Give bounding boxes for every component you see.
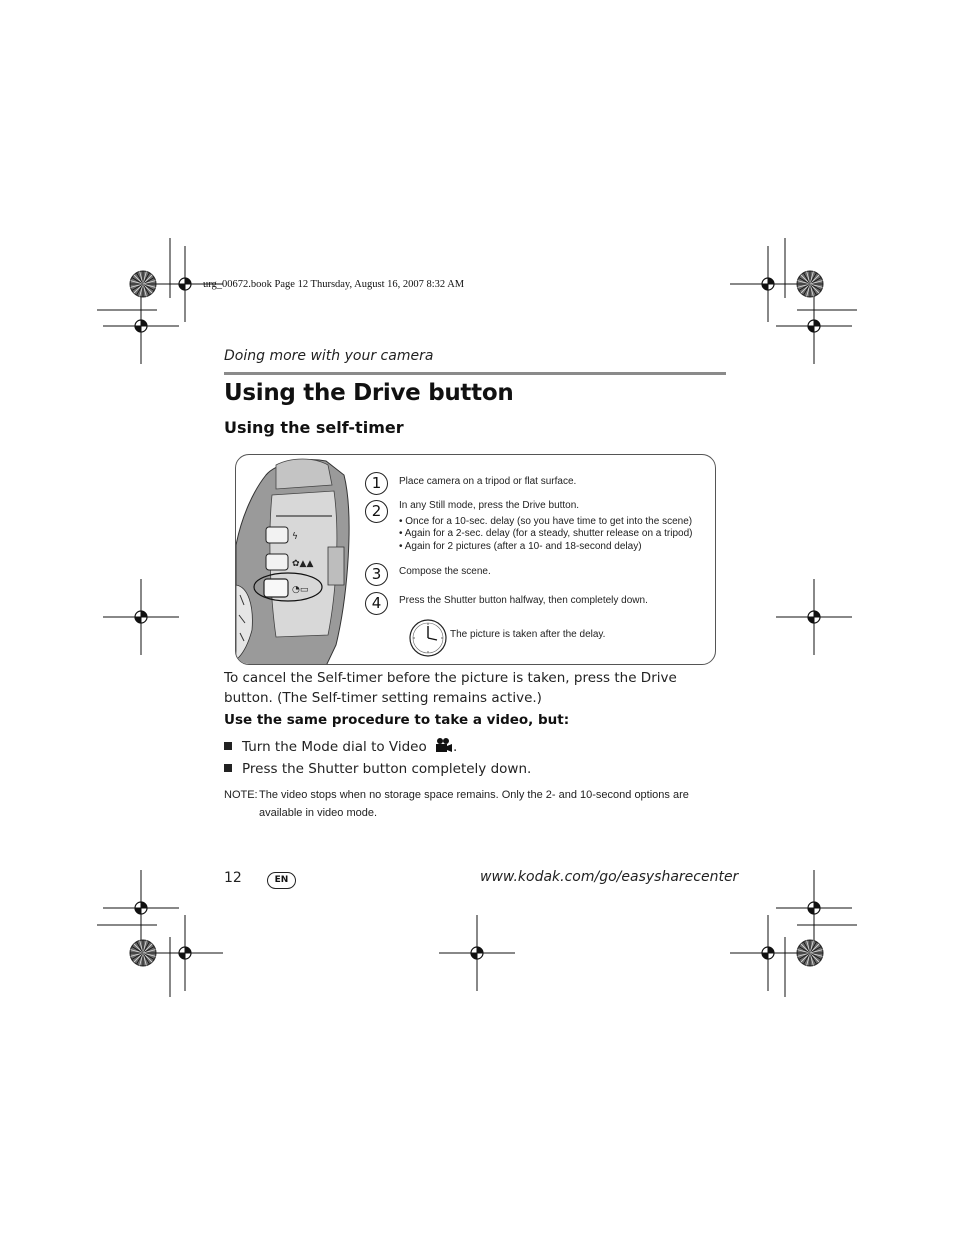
svg-text:◔▭: ◔▭	[292, 585, 309, 595]
page-title: Using the Drive button	[224, 380, 514, 406]
clock-icon	[408, 618, 448, 658]
cancel-paragraph: To cancel the Self-timer before the picture is taken, press the Drive button. (The Self-timer setting remains active.)	[224, 670, 677, 706]
color-starburst-icon	[797, 271, 823, 297]
note-label: NOTE:	[224, 789, 258, 801]
registration-target-icon	[147, 915, 223, 991]
list-item-text: Press the Shutter button completely down.	[242, 761, 532, 777]
registration-target-icon	[776, 870, 852, 946]
registration-target-icon	[103, 579, 179, 655]
color-starburst-icon	[130, 940, 156, 966]
video-camera-icon	[435, 737, 453, 753]
color-starburst-icon	[130, 271, 156, 297]
step-2-bullet-1: • Once for a 10-sec. delay (so you have time to get into the scene)	[399, 516, 693, 527]
print-header: urg_00672.book Page 12 Thursday, August 16, 2007 8:32 AM	[203, 279, 465, 290]
svg-text:ϟ: ϟ	[292, 532, 298, 542]
list-item-text: Turn the Mode dial to Video	[242, 739, 427, 755]
note	[224, 786, 724, 822]
step-2-bullet-3: • Again for 2 pictures (after a 10- and 18-second delay)	[399, 541, 642, 552]
note-text: The video stops when no storage space remains. Only the 2- and 10-second options are available in video mode.	[259, 789, 689, 819]
bullet-square	[224, 764, 232, 772]
registration-target-icon	[103, 870, 179, 946]
bullet-square	[224, 742, 232, 750]
step-2-bullet-2: • Again for a 2-sec. delay (for a steady, shutter release on a tripod)	[399, 528, 693, 539]
step-3-text: Compose the scene.	[399, 566, 491, 577]
registration-target-icon	[776, 579, 852, 655]
step-2-number: 2	[365, 500, 388, 523]
step-4-number: 4	[365, 592, 388, 615]
list-item	[224, 761, 531, 777]
svg-text:✿▲▲: ✿▲▲	[292, 559, 314, 569]
page-number: 12	[224, 870, 242, 886]
color-starburst-icon	[797, 940, 823, 966]
list-item-suffix: .	[453, 739, 458, 755]
footer-website: www.kodak.com/go/easysharecenter	[480, 869, 739, 885]
registration-target-icon	[439, 915, 515, 991]
section-subtitle: Using the self-timer	[224, 418, 404, 437]
running-head: Doing more with your camera	[224, 348, 434, 364]
step-4-text: Press the Shutter button halfway, then completely down.	[399, 595, 648, 606]
step-1-text: Place camera on a tripod or flat surface.	[399, 476, 577, 487]
header-rule	[224, 372, 726, 375]
registration-target-icon	[730, 915, 806, 991]
step-3-number: 3	[365, 563, 388, 586]
clock-caption: The picture is taken after the delay.	[450, 629, 606, 640]
registration-target-icon	[103, 288, 179, 364]
procedure-heading: Use the same procedure to take a video, but:	[224, 712, 570, 728]
self-timer-figure	[235, 454, 716, 665]
language-badge: EN	[267, 872, 296, 889]
registration-target-icon	[776, 288, 852, 364]
registration-target-icon	[730, 246, 806, 322]
list-item	[224, 737, 457, 755]
step-2-text: In any Still mode, press the Drive button.	[399, 500, 580, 511]
step-1-number: 1	[365, 472, 388, 495]
